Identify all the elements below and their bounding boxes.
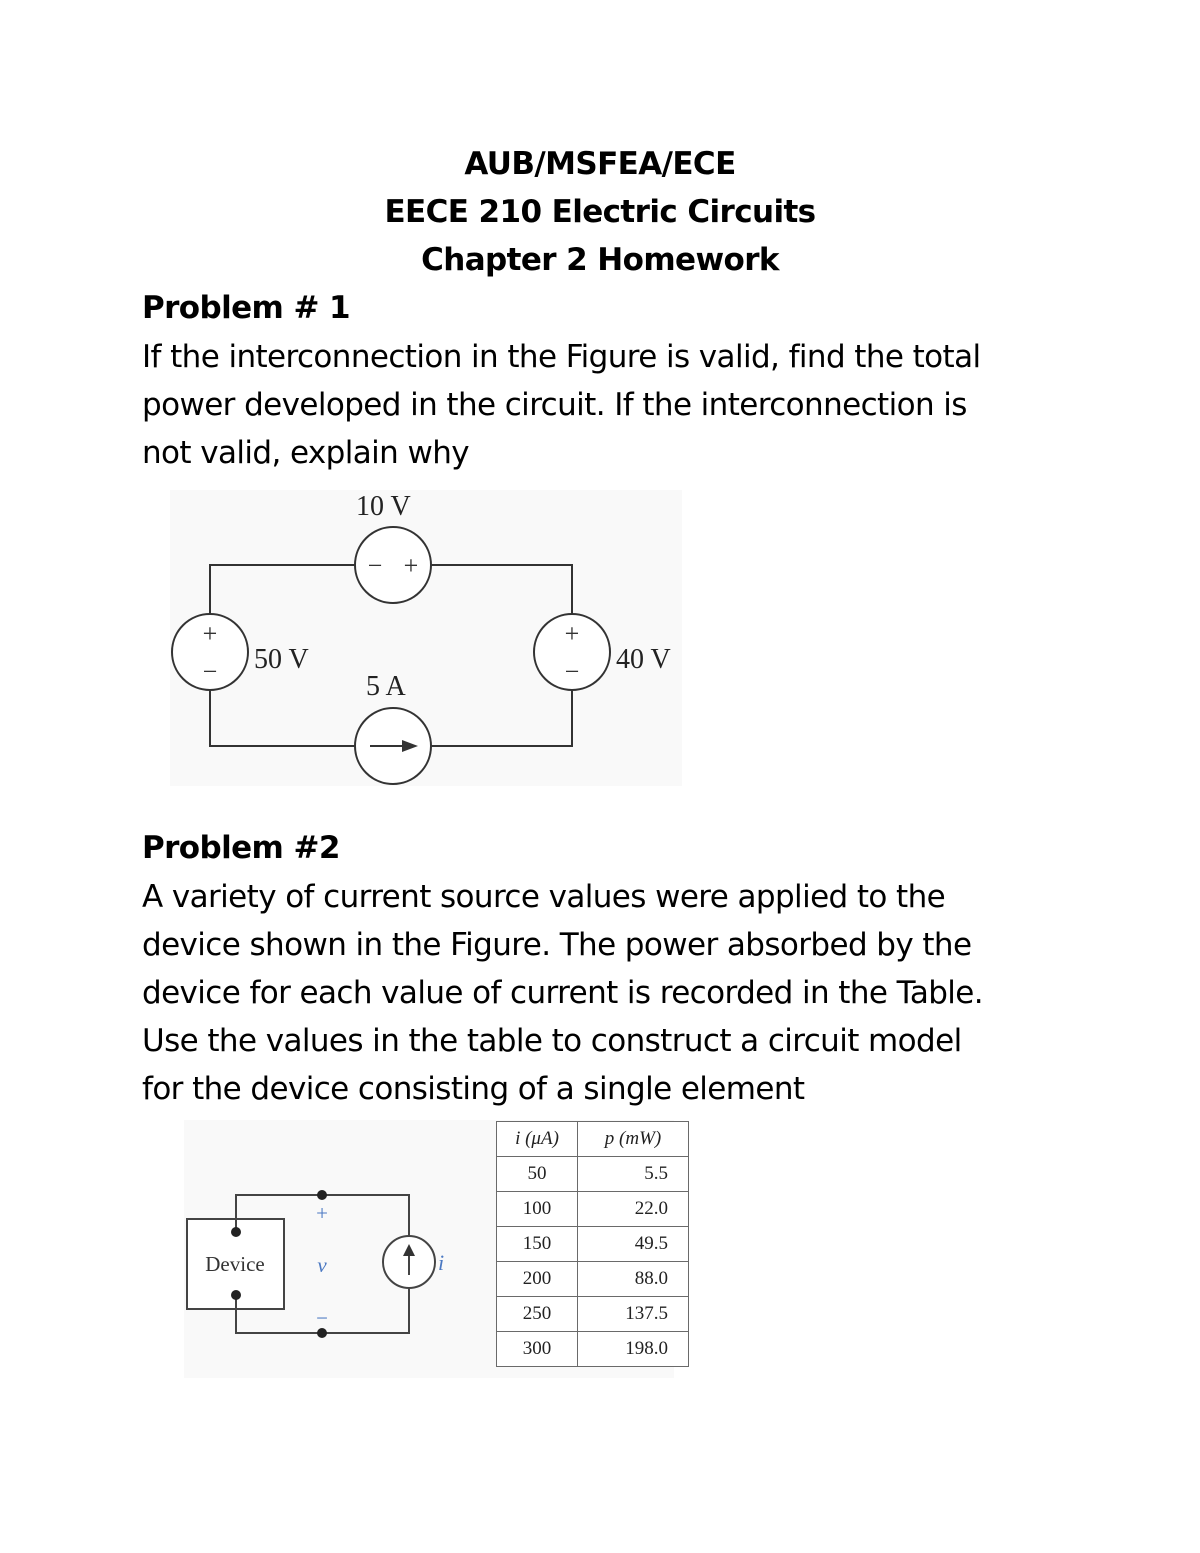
problem-1-title: Problem # 1 xyxy=(142,290,350,326)
table-row xyxy=(497,1262,689,1297)
device-terminal-top xyxy=(231,1227,241,1237)
table-row xyxy=(497,1297,689,1332)
label-10v: 10 V xyxy=(356,491,411,522)
problem-2-line: A variety of current source values were applied to the xyxy=(142,879,946,915)
table-row xyxy=(497,1157,689,1192)
cell-current: 300 xyxy=(497,1332,578,1367)
current-power-table xyxy=(496,1121,689,1367)
problem-1-line: power developed in the circuit. If the interconnection is xyxy=(142,387,967,423)
table-row xyxy=(497,1192,689,1227)
wire-top-right xyxy=(431,565,572,614)
circuit-diagram-1 xyxy=(170,490,682,786)
top-source-minus: − xyxy=(367,551,383,580)
cell-power: 5.5 xyxy=(578,1157,689,1192)
cell-current: 200 xyxy=(497,1262,578,1297)
problem-2-line: for the device consisting of a single element xyxy=(142,1071,805,1107)
left-source-plus: + xyxy=(202,619,218,648)
node-top xyxy=(317,1190,327,1200)
wire-bottom-left xyxy=(210,690,355,746)
cell-power: 88.0 xyxy=(578,1262,689,1297)
table-header-row xyxy=(497,1122,689,1157)
cell-power: 198.0 xyxy=(578,1332,689,1367)
course-header-line-3: Chapter 2 Homework xyxy=(421,242,779,278)
cell-power: 137.5 xyxy=(578,1297,689,1332)
right-source-plus: + xyxy=(564,619,580,648)
cell-current: 50 xyxy=(497,1157,578,1192)
column-header-power: p (mW) xyxy=(578,1122,689,1157)
problem-2-line: Use the values in the table to construct a circuit model xyxy=(142,1023,962,1059)
problem-1-line: If the interconnection in the Figure is valid, find the total xyxy=(142,339,981,375)
wire-top-left xyxy=(210,565,355,614)
course-header-line-2: EECE 210 Electric Circuits xyxy=(384,194,816,230)
device-terminal-bottom xyxy=(231,1290,241,1300)
problem-2-text xyxy=(142,873,1102,1113)
label-50v: 50 V xyxy=(254,644,309,675)
cell-current: 100 xyxy=(497,1192,578,1227)
top-source-plus: + xyxy=(403,551,419,580)
device-circuit-diagram xyxy=(184,1120,494,1378)
table-row xyxy=(497,1227,689,1262)
device-label: Device xyxy=(205,1252,265,1276)
right-source-minus: − xyxy=(564,657,580,686)
problem-1-circuit-figure xyxy=(170,490,682,786)
cell-power: 49.5 xyxy=(578,1227,689,1262)
label-5a: 5 A xyxy=(366,671,406,702)
cell-power: 22.0 xyxy=(578,1192,689,1227)
column-header-current: i (μA) xyxy=(497,1122,578,1157)
current-label: i xyxy=(438,1250,445,1275)
voltage-source-10v xyxy=(355,527,431,603)
cell-current: 150 xyxy=(497,1227,578,1262)
voltage-label: v xyxy=(317,1253,327,1277)
problem-2-line: device for each value of current is recorded in the Table. xyxy=(142,975,984,1011)
problem-1-text xyxy=(142,333,1102,477)
left-source-minus: − xyxy=(202,657,218,686)
label-40v: 40 V xyxy=(616,644,671,675)
problem-1-line: not valid, explain why xyxy=(142,435,469,471)
table-row xyxy=(497,1332,689,1367)
problem-2-line: device shown in the Figure. The power absorbed by the xyxy=(142,927,972,963)
problem-2-title: Problem #2 xyxy=(142,830,340,866)
course-header-line-1: AUB/MSFEA/ECE xyxy=(464,146,736,182)
cell-current: 250 xyxy=(497,1297,578,1332)
voltage-minus: − xyxy=(316,1306,328,1330)
voltage-plus: + xyxy=(316,1201,328,1225)
wire-bottom-right xyxy=(431,690,572,746)
